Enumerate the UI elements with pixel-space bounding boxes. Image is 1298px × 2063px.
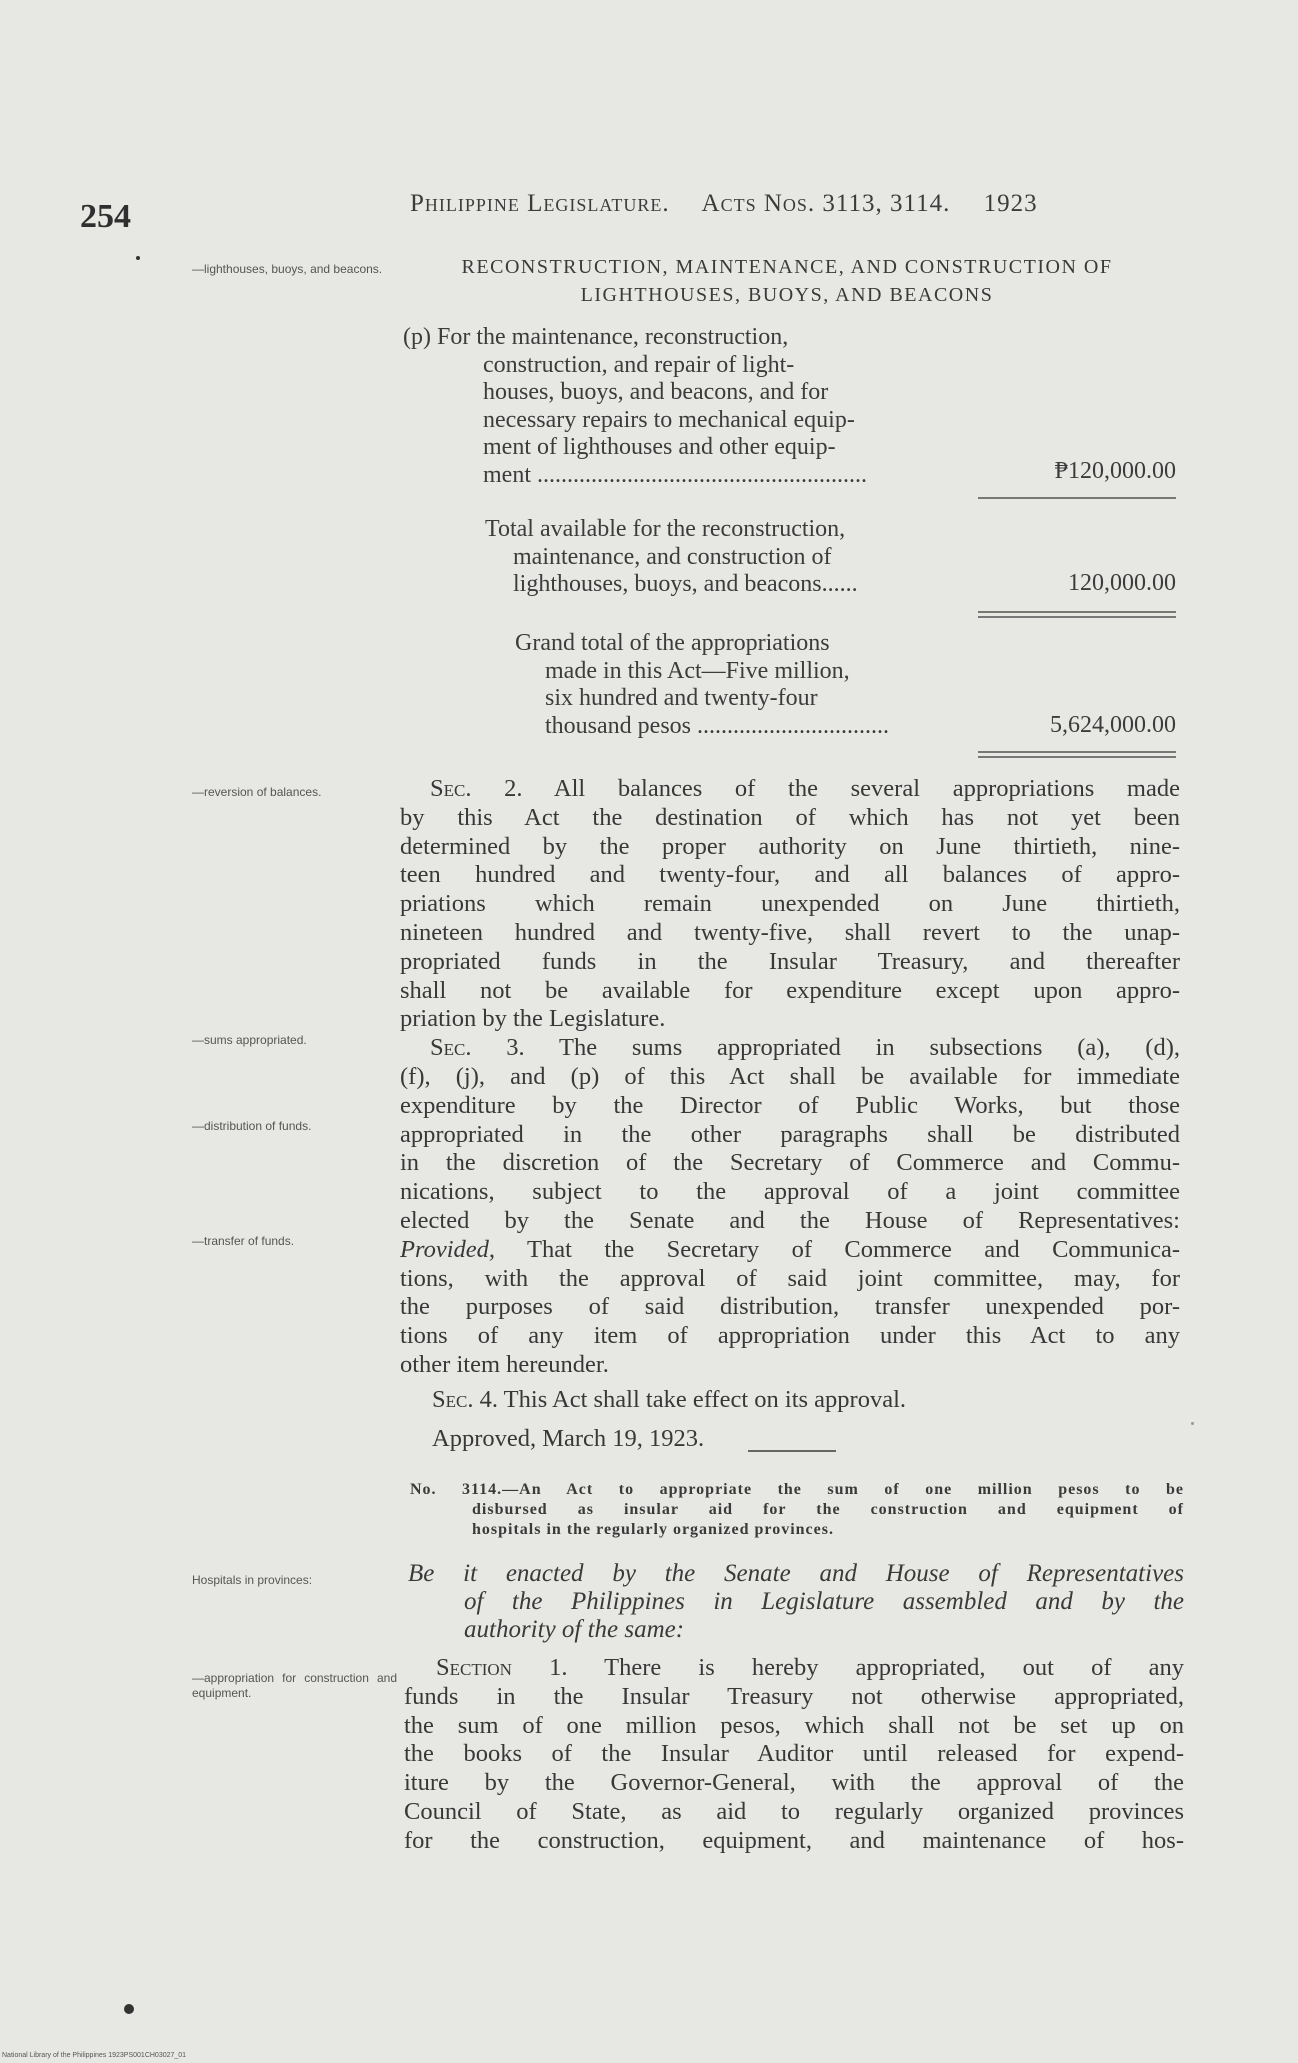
sec-2 [400,775,1180,1034]
sec-3-text: The sums appropriated in subsections (a), (d), [558,1034,1180,1062]
section-1-line: funds in the Insular Treasury not otherwise appropriated, [404,1682,1184,1710]
page-number: 254 [80,198,131,235]
section-heading-line-1: RECONSTRUCTION, MAINTENANCE, AND CONSTRUCTION OF [461,256,1113,278]
provided-word: Provided, [400,1235,496,1263]
section-heading-line-2: LIGHTHOUSES, BUOYS, AND BEACONS [580,284,994,306]
amount-total: 120,000.00 [1068,570,1176,596]
grand-total-line: six hundred and twenty-four [545,685,818,711]
sec-2-line: by this Act the destination of which has not yet been [400,803,1180,831]
sec-3-line [400,1236,1180,1265]
amount-grand-total: 5,624,000.00 [1050,712,1176,738]
grand-total-line: thousand pesos ................................ [545,712,889,739]
scan-footer: National Library of the Philippines 1923PS001CH03027_01 [2,2052,187,2059]
section-1-text: There is hereby appropriated, out of any [604,1654,1185,1681]
sec-3-text: That the Secretary of Commerce and Communica- [527,1235,1181,1263]
approved [400,1425,1180,1454]
sec-3-line [400,1034,1180,1063]
total-line: lighthouses, buoys, and beacons...... [513,571,858,597]
sec-2-line: shall not be available for expenditure except upon appro- [400,976,1180,1004]
double-rule-top [978,751,1176,753]
approved-date: Approved, March 19, 1923. [432,1424,705,1452]
sec-4-label: Sec. 4. [432,1385,498,1413]
section-heading [392,253,1182,309]
margin-note-lighthouses: —lighthouses, buoys, and beacons. [192,262,383,276]
margin-note-sums: —sums appropriated. [192,1033,307,1047]
margin-note-distribution: —distribution of funds. [192,1119,312,1133]
sec-2-line: propriated funds in the Insular Treasury, and thereafter [400,947,1180,975]
sec-3-line: expenditure by the Director of Public Works, but those [400,1091,1180,1119]
act-3114-section-1 [404,1654,1184,1856]
sec-4-text: This Act shall take effect on its approval. [503,1385,906,1413]
section-1-line: for the construction, equipment, and maintenance of hos- [404,1826,1184,1854]
margin-note-reversion: —reversion of balances. [192,785,322,799]
sec-3-line: tions, with the approval of said joint committee, may, for [400,1264,1180,1292]
total-available [485,516,985,599]
sum-rule [978,497,1176,499]
item-line: ment ....................................................... [483,461,867,488]
scan-speck [124,2004,134,2014]
double-rule-bottom [978,616,1176,618]
item-line: construction, and repair of light- [483,351,795,378]
section-1-line: the sum of one million pesos, which shall not be set up on [404,1711,1184,1739]
sec-2-line: nineteen hundred and twenty-five, shall revert to the unap- [400,918,1180,946]
section-1-line [404,1654,1184,1683]
enacting-clause [408,1560,1184,1644]
grand-total-line: Grand total of the appropriations [515,630,830,656]
sec-2-line: determined by the proper authority on June thirtieth, nine- [400,832,1180,860]
margin-note-hospitals: Hospitals in provinces: [192,1573,313,1587]
running-head-legislature: Philippine Legislature. [410,190,670,217]
sec-4-line [400,1386,1180,1415]
section-1-line: iture by the Governor-General, with the approval of the [404,1769,1184,1797]
double-rule-bottom [978,756,1176,758]
total-line: maintenance, and construction of [513,543,832,570]
section-1-line: Council of State, as aid to regularly organized provinces [404,1797,1184,1825]
sec-3-line: appropriated in the other paragraphs shall be distributed [400,1120,1180,1148]
enacting-line: Be it enacted by the Senate and House of Representatives [408,1560,1184,1587]
grand-total-line: made in this Act—Five million, [545,657,850,684]
sec-3-line: other item hereunder. [400,1350,609,1378]
act-3113-body [400,775,1180,1453]
sec-2-line: teen hundred and twenty-four, and all balances of appro- [400,861,1180,889]
item-line: (p) For the maintenance, reconstruction, [403,324,789,350]
running-head [410,190,1064,218]
act-separator-rule [748,1450,836,1452]
act-3114-title [410,1480,1184,1540]
enacting-line: authority of the same: [464,1616,685,1643]
sec-3 [400,1034,1180,1380]
sec-2-label: Sec. 2. [430,775,523,802]
margin-note-appropriation: —appropriation for construction and equipment. [192,1671,397,1700]
appropriation-item-p [403,324,983,489]
double-rule-top [978,611,1176,613]
running-head-acts: Acts Nos. 3113, 3114. [701,190,951,217]
act-3114-title-line: No. 3114.—An Act to appropriate the sum of one million pesos to be [410,1481,1184,1498]
amount-item-p: ₱120,000.00 [1054,458,1176,484]
sec-3-label: Sec. 3. [430,1034,525,1062]
act-3114-title-line: hospitals in the regularly organized provinces. [472,1521,834,1538]
sec-2-line: priation by the Legislature. [400,1005,666,1033]
item-line: ment of lighthouses and other equip- [483,434,836,460]
sec-4 [400,1386,1180,1415]
sec-3-line: elected by the Senate and the House of Representatives: [400,1206,1180,1234]
act-3114-title-line: disbursed as insular aid for the construction and equipment of [472,1501,1184,1518]
sec-3-line: (f), (j), and (p) of this Act shall be available for immediate [400,1062,1180,1090]
enacting-line: of the Philippines in Legislature assembled and by the [464,1588,1184,1615]
margin-note-transfer: —transfer of funds. [192,1234,295,1248]
sec-2-text: All balances of the several appropriations made [553,775,1180,802]
sec-3-line: the purposes of said distribution, transfer unexpended por- [400,1293,1180,1321]
scan-speck [1191,1422,1194,1425]
sec-3-line: in the discretion of the Secretary of Commerce and Commu- [400,1149,1180,1177]
sec-3-line: tions of any item of appropriation under this Act to any [400,1322,1180,1350]
grand-total [515,630,985,740]
sec-2-line: priations which remain unexpended on June thirtieth, [400,890,1180,918]
scan-speck [136,256,140,260]
item-line: necessary repairs to mechanical equip- [483,406,855,433]
sec-2-line [400,775,1180,804]
item-line: houses, buoys, and beacons, and for [483,379,829,405]
running-head-year: 1923 [983,190,1038,217]
section-1-label: Section 1. [436,1654,568,1681]
total-line: Total available for the reconstruction, [485,516,846,542]
sec-3-line: nications, subject to the approval of a joint committee [400,1178,1180,1206]
section-1-line: the books of the Insular Auditor until released for expend- [404,1740,1184,1768]
